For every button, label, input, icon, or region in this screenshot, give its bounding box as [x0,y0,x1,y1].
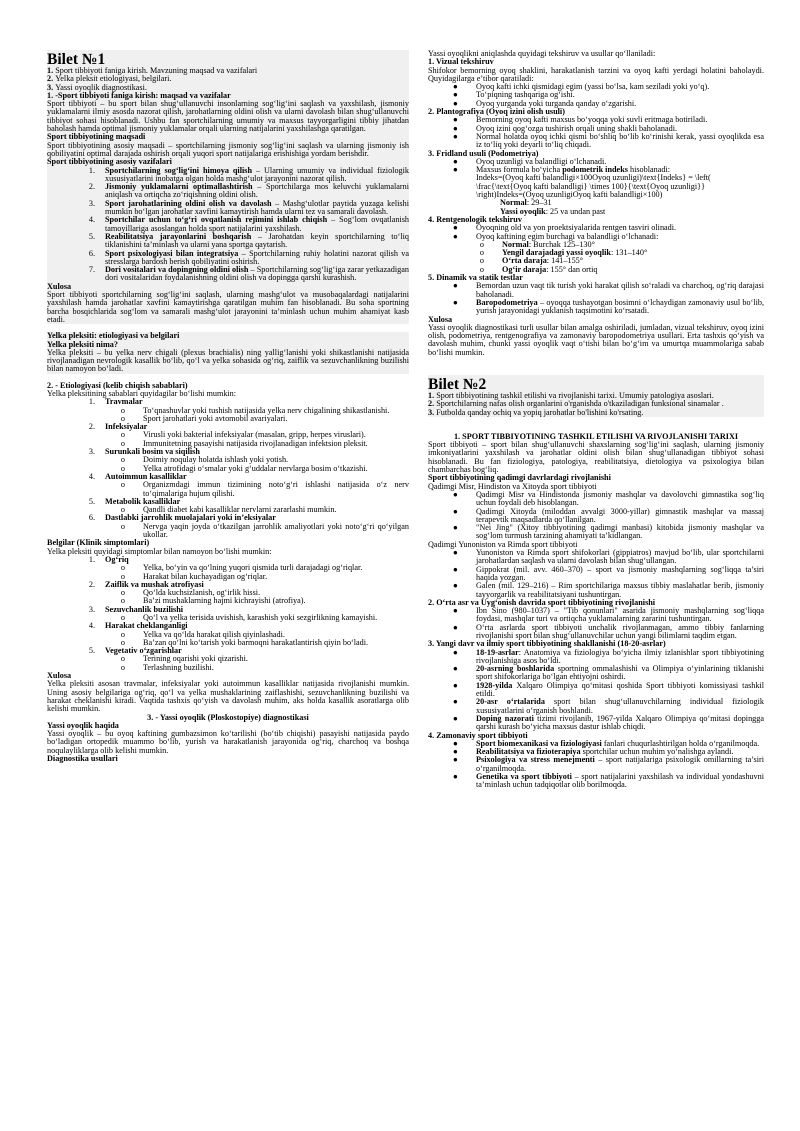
bullet-list [428,158,764,216]
subheading: Xulosa [47,671,72,681]
section-sport-medicine-intro [47,92,409,324]
left-column [47,50,409,763]
question-item: 1. Sport tibbiyotining tashkil etilishi va rivojlanishi tarixi. Umumiy patologiya asoslari. [428,390,714,400]
section-shoulder-plexitis [47,332,409,373]
paragraph: Yelka pleksiti – bu yelka nerv chigali (plexus brachialis) ning yallig‘lanishi yoki shikastlanishi natijasida rivojlanadigan nevrologik kasallik bo‘lib, qo‘l va yelka sohasida og‘riq, zaiflik va sezuvchanlikning buzilishi bilan namoyon bo‘ladi. [47,347,409,374]
subheading: 2. Plantografiya (Oyoq izini olish usuli) [428,107,565,117]
list-item: 4. Sportchilar uchun to‘g‘ri ovqatlanish rejimini ishlab chiqish – Sog‘lom ovqatlanish tamoyillariga asoslangan holda sport natijalarini yaxshilash. [88,215,409,233]
list-item: ● Oyoq uzunligi va balandligi o‘lchanadi. [453,156,607,166]
subheading: Yelka pleksiti nima? [47,339,118,349]
list-item: 3. Sezuvchanlik buzilishi [88,604,184,614]
list-item: o Normal: Burchak 125–130° [479,239,595,249]
list-item: 4. Autoimmun kasalliklar [88,471,187,481]
subheading: Belgilar (Klinik simptomlari) [47,538,150,548]
bullet-list [428,740,764,790]
list-item: ● Sport biomexanikasi va fiziologiyasi fanlari chuqurlashtirilgan holda o‘rganilmoqda. [453,738,760,748]
list-item: ● Oyoq yurganda yoki turganda qanday o‘zgarishi. [453,98,637,108]
list-item: 1. Og‘riq [88,554,129,564]
bullet-list [428,83,764,108]
subheading: Sport tibbiyotining maqsadi [47,132,146,142]
list-item: ● "Nei Jing" (Xitoy tibbiyotining qadimgi manbasi) kitobida jismoniy mashqlar va sog‘lom turmush tarzining ahamiyati ta’kidlangan. [453,523,764,541]
list-item: 6. Dastlabki jarrohlik muolajalari yoki in’eksiyalar [88,513,276,523]
sub-list-item: o Yelka va qo‘lda harakat qilish qiyinlashadi. [120,629,285,639]
bullet-list [428,607,764,640]
question-item: 1. Sport tibbiyoti faniga kirish. Mavzuning maqsad va vazifalari [47,66,258,75]
list-item: o Yengil darajadagi yassi oyoqlik: 131–140° [479,248,648,258]
list-item: 5. Vegetativ o‘zgarishlar [88,646,182,656]
list-item: ● Psixologiya va stress menejmenti – sport natijalariga psixologik omillarning ta’siri o‘rganilmoqda. [453,755,765,773]
subheading: 2. O‘rta asr va Uyg‘onish davrida sport tibbiyotining rivojlanishi [428,597,656,607]
paragraph: Sport tibbiyoti – bu sport bilan shug‘ullanuvchi insonlarning sog‘lig‘ini saqlash va yaxshilash, jismoniy yuklamalarni ilmiy asosda nazorat qilish, jarohatlarning oldini olish va ularni davolash bilan shug‘ullanuvchi tibbiyot sohasi hisoblanadi. Ushbu fan sportchilarning umumiy va maxsus tayyorgarligini tibbiy jihatdan baholash hamda optimal jismoniy yuklamalar orqali ularning natijalarini yaxshilashga qaratilgan. [47,99,409,134]
list-item: 1. Travmalar [88,397,143,407]
paragraph: Qadimgi Yunoniston va Rimda sport tibbiyoti [428,539,578,549]
sub-list-item: o Yelka atrofidagi o‘smalar yoki g‘uddalar nervlarga bosim o‘tkazishi. [120,463,368,473]
formula-text: Indeks=(Oyoq kafti balandligi×100Oyoq uzunligi)\text{Indeks} = \left( \frac{\text{Oyoq kafti balandligi} \times 100}{\text{Oyoq uzunligi}} [476,173,711,191]
list-item: ● Reabilitatsiya va fizioterapiya sportchilar uchun muhim yo‘nalishga aylandi. [453,747,734,757]
subheading: Diagnostika usullari [47,754,118,764]
paragraph: Yassi oyoqlik diagnostikasi turli usullar bilan amalga oshiriladi, jumladan, vizual tekshiruv, oyoq izini olish, podometriya, rentgenografiya va zamonaviy baropodometriya usullari. Erta tashxis qo‘yish va davolash muhim, chunki yassi oyoqlik vaqt o‘tishi bilan bo‘g‘im va umurtqa muammolariga sabab bo‘lishi mumkin. [428,322,764,357]
subheading: Xulosa [428,314,453,324]
subheading: 5. Dinamik va statik testlar [428,273,523,283]
list-item: 2. Jismoniy yuklamalarni optimallashtirish – Sportchilarga mos keluvchi yuklamalarni aniqlash va ortiqcha zo‘riqishning oldini olish. [88,182,409,200]
list-item: ● Baropodometriya – oyoqqa tushayotgan bosimni o‘lchaydigan zamonaviy usul bo‘lib, yurish jarayonidagi yuklanish taqsimotini ko‘rsatadi. [453,297,764,316]
bilet-1-title: Bilet №1 [47,51,106,68]
subheading: 4. Rentgenologik tekshiruv [428,214,522,224]
list-item: ● Yunoniston va Rimda sport shifokorlari (gippiatros) mavjud bo‘lib, ular sportchilarni jarohatlardan saqlash va ularni davolash bilan shug‘ullangan. [453,548,764,566]
question-item: 3. Futbolda qanday ochiq va yopiq jarohatlar bo'lishini ko'rsating. [428,407,644,417]
signs-list [47,556,409,672]
paragraph: Qadimgi Misr, Hindiston va Xitoyda sport tibbiyoti [428,481,597,491]
section-heading: 1. SPORT TIBBIYOTINING TASHKIL ETILISHI VA RIVOJLANISHI TARIXI [453,431,739,441]
bullet-list [428,491,764,541]
list-item: o Og‘ir daraja: 155° dan ortiq [479,264,598,274]
sub-list-item: o Organizmdagi immun tizimining noto‘g‘ri ishlashi natijasida o‘z nerv to‘qimalariga hujum qilishi. [120,480,409,498]
sub-list-item: o Ba’zan qo‘lni ko‘tarish yoki barmoqni harakatlantirish qiyin bo‘ladi. [120,637,369,647]
paragraph: Sport tibbiyoti – sport bilan shug‘ullanuvchi shaxslarning sog‘lig‘ini saqlash, ularning jismoniy imkoniyatlarini yaxshilash va jarohatlar oldini olish bilan shug‘ullanadigan tibbiyot sohasi hisoblanadi. Bu fan fiziologiya, patologiya, reabilitatsiya, dietologiya va psixologiya bilan chambarchas bog‘liq. [428,440,764,475]
sub-list-item: o Terlashning buzilishi. [120,662,214,672]
list-item: 2. Zaiflik va mushak atrofiyasi [88,579,204,589]
paragraph: Yelka pleksitining sabablari quyidagilar bo‘lishi mumkin: [47,388,237,398]
list-item: ● Genetika va sport tibbiyoti – sport natijalarini yaxshilash va individual yondashuvni ta’minlash uchun tadqiqotlar olib borilmoqda. [453,772,764,790]
list-item: ● 20-asr o‘rtalarida sport bilan shug‘ullanuvchilarning individual fiziologik xususiyatlarini o‘rganish boshlandi. [453,697,764,715]
list-item: ● 18-19-asrlar: Anatomiya va fiziologiya bo‘yicha ilmiy izlanishlar sport tibbiyotining rivojlanishiga asos bo‘ldi. [453,647,764,665]
list-item: o O‘rta daraja: 141–155° [479,256,584,266]
bilet-2-title: Bilet №2 [428,375,487,393]
section-history [428,433,764,790]
list-item: 2. Infeksiyalar [88,422,148,432]
question-item: 3. Yassi oyoqlik diagnostikasi. [47,82,147,92]
subheading: 4. Zamonaviy sport tibbiyoti [428,730,528,740]
bullet-list [428,116,764,149]
list-item: ● Ibn Sino (980–1037) – "Tib qonunlari" asarida jismoniy mashqlarning sog‘liqqa foydasi, mashqlar turi va ortiqcha yuklamalarning zararini tushuntirgan. [453,606,764,624]
section-heading: Yelka pleksiti: etiologiyasi va belgilari [47,331,180,341]
right-column [428,50,764,790]
sub-list-item: o Nervga yaqin joyda o‘tkazilgan jarrohlik amaliyotlari yoki noto‘g‘ri qo‘yilgan ukollar. [120,521,409,540]
subheading: 1. Vizual tekshiruv [428,57,494,67]
subheading: Yassi oyoqlik haqida [47,720,119,730]
sub-list-item: o Virusli yoki bakterial infeksiyalar (masalan, gripp, herpes viruslari). [120,430,366,440]
list-item: 3. Sport jarohatlarining oldini olish va davolash – Mashg‘ulotlar paytida yuzaga kelishi mumkin bo‘lgan jarohatlar xavfini kamaytirish hamda ularni tez va samarali davolash. [88,198,409,217]
sub-list-item: o Yelka, bo‘yin va qo‘lning yuqori qismida turli darajadagi og‘riqlar. [120,563,363,573]
list-item: ● Qadimgi Xitoyda (miloddan avvalgi 3000-yillar) gimnastik mashqlar va massaj terapevtik maqsadlarda qo‘llanilgan. [453,506,764,524]
list-item: 4. Harakat cheklanganligi [88,621,188,631]
list-item: ● 20-asrning boshlarida sportning ommalashishi va Olimpiya o‘yinlarining tiklanishi sport shifokorlariga bo‘lgan ehtiyojni oshirdi. [453,664,764,682]
bullet-list [428,224,764,274]
list-item: ● Qadimgi Misr va Hindistonda jismoniy mashqlar va davolovchi gimnastika sog‘liq uchun foydali deb hisoblangan. [453,489,764,508]
paragraph: Sport tibbiyotining asosiy maqsadi – sportchilarning jismoniy sog‘lig‘ini saqlash va ularning jismoniy ish qobiliyatini optimal darajada oshirish orqali yuqori sport natijalariga erishishiga yordam berishdir. [47,140,409,158]
paragraph: Shifokor bemorning oyoq shaklini, harakatlanish tarzini va oyoq kafti yerdagi holatini baholaydi. Quyidagilarga e’tibor qaratiladi: [428,65,764,83]
subheading: 3. Yangi davr va ilmiy sport tibbiyotining shakllanishi (18-20-asrlar) [428,639,666,649]
paragraph: Yelka pleksiti asosan travmalar, infeksiyalar yoki autoimmun kasalliklar natijasida rivojlanishi mumkin. Uning asosiy belgilariga og‘riq, qo‘l va yelka mushaklarining zaiflashishi, sezuvchanlikning buzilishi va harakat cheklanishi kiradi. Vaqtida tashxis qo‘yish va davolash muhim, aks holda kasallik asoratlarga olib kelishi mumkin. [47,679,409,714]
sub-list-item: o Immunitetning pasayishi natijasida rivojlanadigan infektsion pleksit. [120,438,368,448]
subheading: Xulosa [47,281,72,291]
sub-list-item: o Terining oqarishi yoki qizarishi. [120,654,248,664]
bilet-1-header [47,50,409,92]
tasks-list [47,167,409,283]
paragraph: Yelka pleksiti quyidagi simptomlar bilan namoyon bo‘lishi mumkin: [47,546,272,556]
bullet-list [428,549,764,599]
sub-list-item: o Qo‘l va yelka terisida uvishish, karashish yoki sezgirlikning kamayishi. [120,613,378,622]
list-item: ● Galen (mil. 129–216) – Rim sportchilariga maxsus tibbiy maslahatlar berib, jismoniy tayyorgarlik va reabilitatsiyani tushuntirgan. [453,581,764,599]
list-item: 5. Metabolik kasalliklar [88,496,181,506]
bilet-1-question-list [47,67,409,92]
subheading: Sport tibbiyotining asosiy vazifalari [47,157,172,167]
list-item: ● Bemorning oyoq kafti maxsus bo‘yoqqa yoki suvli eritmaga botiriladi. [453,115,708,125]
paragraph: Sport tibbiyoti sportchilarning sog‘lig‘ini saqlash, ularning mashg‘ulot va musobaqalardagi natijalarini yaxshilash hamda jarohatlar xavfini kamaytirishga qaratilgan muhim fan hisoblanadi. Bu soha sportning barcha bosqichlarida sog‘lom va samarali mashg‘ulot jarayonini ta’minlash uchun muhim ahamiyat kasb etadi. [47,290,409,324]
list-item: 7. Dori vositalari va dopingning oldini olish – Sportchilarning sog‘lig‘iga zarar yetkazadigan dori vositalaridan foydalanishning oldini olish va dopingga qarshi kurashish. [88,265,409,283]
list-item: ● Oyoq kafti ichki qismidagi egim (yassi bo‘lsa, kam seziladi yoki yo‘q). [453,82,710,92]
bullet-list [428,649,764,732]
list-item: ● Oyoq kaftining egim burchagi va balandligi o‘lchanadi: [453,231,659,241]
subheading: 3. Fridland usuli (Podometriya) [428,148,539,158]
sub-list-item: o Ba’zi mushaklarning hajmi kichrayishi (atrofiya). [120,596,306,606]
causes-list [47,398,409,539]
bullet-list [428,282,764,315]
sub-list-item: o Doimiy noqulay holatda ishlash yoki yotish. [120,455,289,465]
list-item: ● 1928-yilda Xalqaro Olimpiya qo‘mitasi qoshida Sport tibbiyoti komissiyasi tashkil etildi. [453,680,764,699]
subheading: 2. - Etiologiyasi (kelib chiqish sabablari) [47,380,188,390]
section-heading: 3. - Yassi oyoqlik (Ploskostopiye) diagnostikasi [147,712,309,722]
paragraph: Yassi oyoqlikni aniqlashda quyidagi tekshiruv va usullar qo‘llaniladi: [428,49,656,58]
list-item: ● Bemordan uzun vaqt tik turish yoki harakat qilish so‘raladi va charchoq, og‘riq darajasi baholanadi. [453,281,764,299]
section-heading: 1. -Sport tibbiyoti faniga kirish: maqsad va vazifalar [47,90,231,100]
index-values: Normal: 29–31 Yassi oyoqlik: 25 va undan past [500,198,606,216]
subheading: Sport tibbiyotining qadimgi davrlardagi rivojlanishi [428,473,611,483]
bilet-2-header [428,375,764,417]
list-item: ● Maxsus formula bo‘yicha podometrik indeks hisoblanadi: Indeks=(Oyoq kafti balandligi×100Oyoq uzunligi)\text{Indeks} = \left( \frac{\text{Oyoq kafti balandligi} \times 100}{\text{Oyoq uzunligi}} [428,166,764,191]
list-item: 6. Sport psixologiyasi bilan integratsiya – Sportchilarning ruhiy holatini nazorat qilish va stresslarga bardosh berish qobiliyatini oshirish. [88,248,409,266]
question-item: 2. Sportchilarning nafas olish organlarini o'rganishda o'tkaziladigan funksional sinamalar . [428,399,724,409]
list-item: 1. Sportchilarning sog‘lig‘ini himoya qilish – Ularning umumiy va individual fiziologik xususiyatlarini inobatga olgan holda mashg‘ulot jarayonini nazorat qilish. [88,165,409,183]
sub-list-item: o Harakat bilan kuchayadigan og‘riqlar. [120,571,268,581]
list-item: ● O‘rta asrlarda sport tibbiyoti unchalik rivojlanmagan, ammo tibbiy fanlarning rivojlanishi sport bilan shug‘ullanuvchilar uchun yangi bilimlarni taqdim etgan. [453,622,764,640]
list-item: ● Oyoqning old va yon proektsiyalarida rentgen tasviri olinadi. [453,223,677,233]
list-item: ● Normal holatda oyoq ichki qismi bo‘shliq bo‘lib ko‘rinishi kerak, yassi oyoqlikda esa iz to‘liq yoki deyarli to‘liq chiqadi. [453,131,764,150]
sub-list-item: o To‘qnashuvlar yoki tushish natijasida yelka nerv chigalining shikastlanishi. [120,405,390,415]
sub-list-item: o Qandli diabet kabi kasalliklar nervlarni zararlashi mumkin. [120,505,337,515]
sub-list-item: o Sport jarohatlari yoki avtomobil avariyalari. [120,413,288,423]
list-item: 5. Reabilitatsiya jarayonlarini boshqarish – Jarohatdan keyin sportchilarning to‘liq tiklanishini ta’minlash va ularni yana sportga qaytarish. [88,231,409,250]
list-item: ● Oyoq izini qog‘ozga tushirish orqali uning shakli baholanadi. [453,123,678,133]
list-item: 3. Surunkali bosim va siqilish [88,447,200,457]
paragraph: Yassi oyoqlik – bu oyoq kaftining gumbazsimon ko‘tarilishi (bo‘tib chiqishi) pasayishi natijasida paydo bo‘ladigan ortopedik muammo bo‘lib, yurish va harakatlanish jarayonida og‘riq, charchoq va boshqa noqulayliklarga olib kelishi mumkin. [47,729,409,755]
list-item: ● Doping nazorati tizimi rivojlanib, 1967-yilda Xalqaro Olimpiya qo‘mitasi dopingga qarshi kurash bo‘yicha maxsus dastur ishlab chiqdi. [453,713,764,732]
list-item: ● To‘piqning tashqariga og‘ishi. [453,90,575,100]
list-item: ● Gippokrat (mil. avv. 460–370) – sport va jismoniy mashqlarning sog‘liqqa ta’siri haqida yozgan. [453,564,764,582]
sub-list-item: o Qo‘lda kuchsizlanish, og‘irlik hissi. [120,588,261,598]
list-item: \right)Indeks=(Oyoq uzunligiOyoq kafti balandligi×100) [476,190,663,200]
question-item: 2. Yelka pleksit etiologiyasi, belgilari. [47,74,172,84]
